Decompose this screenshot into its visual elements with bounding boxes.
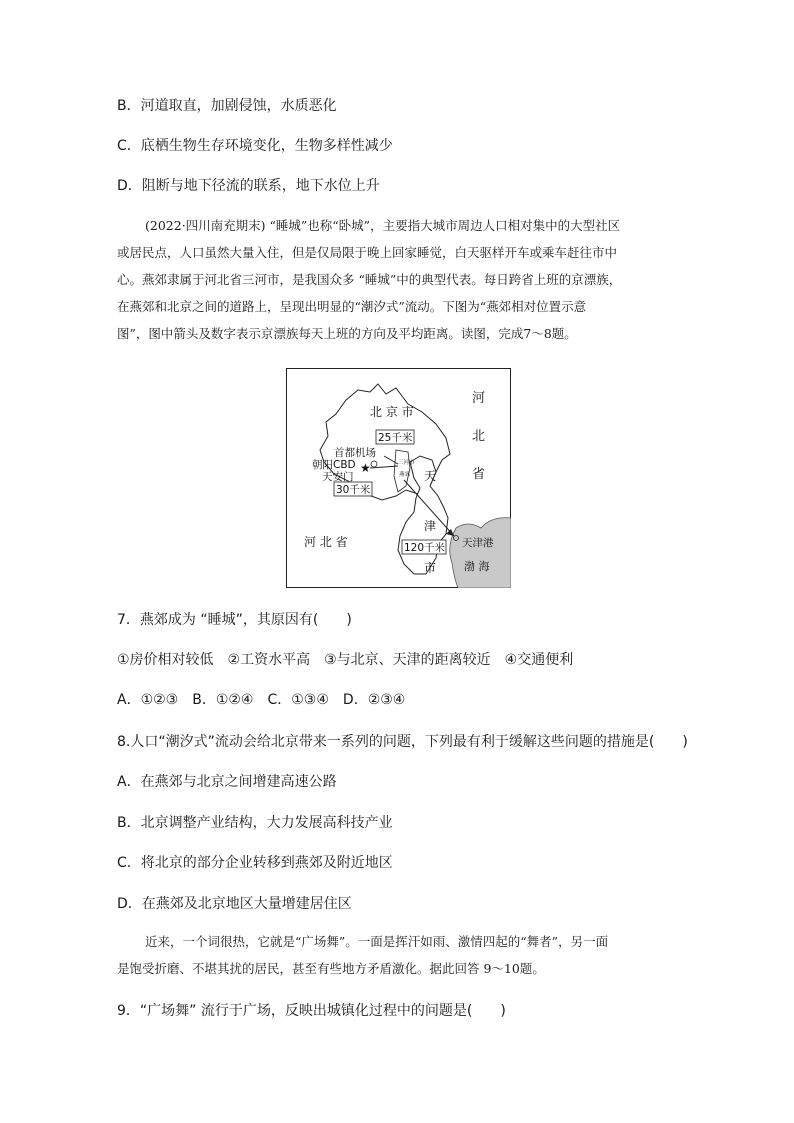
label-airport: 首都机场 [334,447,376,459]
label-bohai: 渤 海 [464,560,490,573]
q8-option-c: C．将北京的部分企业转移到燕郊及附近地区 [117,855,393,871]
q8-option-d: D．在燕郊及北京地区大量增建居住区 [117,896,352,912]
passage-square-dance [117,928,677,982]
option-b-prev: B．河道取直，加剧侵蚀，水质恶化 [117,98,337,114]
label-tianjin-2: 津 [424,519,437,533]
label-distance-25: 25千米 [378,432,413,444]
cbd-star-icon: ★ [360,461,371,475]
yanjiao-location-map [286,368,511,588]
q8-option-b: B．北京调整产业结构，大力发展高科技产业 [117,815,393,831]
passage-line: 图”，图中箭头及数字表示京漂族每天上班的方向及平均距离。读图，完成7～8题。 [117,326,577,341]
q9-stem: 9．“广场舞” 流行于广场，反映出城镇化过程中的问题是( ) [117,1003,506,1019]
label-tianjin-port: 天津港 [462,537,494,549]
q7-stem: 7．燕郊成为 “睡城”，其原因有( ) [117,612,352,628]
label-hebei-ne-1: 河 [472,391,486,406]
q8-option-a: A．在燕郊与北京之间增建高速公路 [117,774,337,790]
label-hebei-sw: 河 北 省 [304,535,348,549]
option-c-prev: C．底栖生物生存环境变化，生物多样性减少 [117,138,393,154]
label-yanjiao: 燕郊 [399,472,411,478]
q7-items: ①房价相对较低 ②工资水平高 ③与北京、天津的距离较近 ④交通便利 [117,652,574,668]
label-distance-120: 120千米 [404,542,446,554]
passage-line: 近来，一个词很热，它就是“广场舞”。一面是挥汗如雨、激情四起的“舞者”，另一面 [145,934,609,949]
q8-stem: 8.人口“潮汐式”流动会给北京带来一系列的问题，下列最有利于缓解这些问题的措施是( ) [117,734,688,750]
label-hebei-ne-3: 省 [472,467,486,482]
label-cbd: 朝阳CBD [312,459,356,471]
passage-line: (2022·四川南充期末) “睡城”也称“卧城”，主要指大城市周边人口相对集中的大型社区 [145,218,621,233]
passage-line: 是饱受折磨、不堪其扰的居民，甚至有些地方矛盾激化。据此回答 9～10题。 [117,961,545,976]
passage-yanjiao [117,212,677,347]
label-tiananmen: 天安门 [322,471,354,483]
label-beijing: 北 京 市 [370,405,414,419]
bohai-sea-shape [450,518,511,588]
passage-line: 心。燕郊隶属于河北省三河市，是我国众多 “睡城”中的典型代表。每日跨省上班的京漂族， [117,272,622,287]
label-tianjin-3: 市 [424,561,437,575]
label-sanhe: 三河市 [398,460,415,466]
label-hebei-ne-2: 北 [472,429,486,444]
passage-line: 或居民点，人口虽然大量入住，但是仅局限于晚上回家睡觉，白天驱样开车或乘车赶往市中 [117,245,618,260]
q7-options: A．①②③ B．①②④ C．①③④ D．②③④ [117,692,406,708]
option-d-prev: D．阻断与地下径流的联系，地下水位上升 [117,178,380,194]
passage-line: 在燕郊和北京之间的道路上，呈现出明显的“潮汐式”流动。下图为“燕郊相对位置示意 [117,299,587,314]
label-distance-30: 30千米 [336,484,371,496]
label-tianjin-1: 天 [424,469,437,483]
